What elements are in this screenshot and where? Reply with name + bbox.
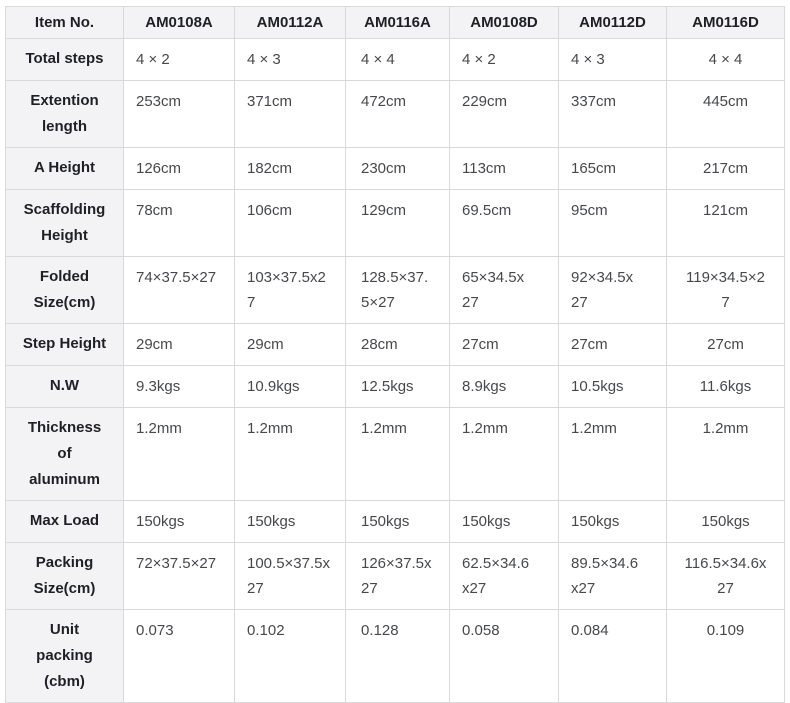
value-cell: 150kgs [559,501,667,543]
value-cell: 4 × 3 [559,39,667,81]
col-header-am0112a: AM0112A [235,7,346,39]
value-cell: 106cm [235,190,346,257]
value-cell: 4 × 4 [346,39,450,81]
value-cell: 165cm [559,148,667,190]
col-header-item-no: Item No. [6,7,124,39]
row-thickness [6,408,785,501]
value-cell: 29cm [124,324,235,366]
value-cell: 1.2mm [450,408,559,501]
value-cell: 8.9kgs [450,366,559,408]
row-label: N.W [6,366,124,408]
value-cell: 0.128 [346,610,450,703]
value-cell: 229cm [450,81,559,148]
value-cell: 0.073 [124,610,235,703]
value-cell: 4 × 4 [667,39,785,81]
value-cell: 121cm [667,190,785,257]
value-cell: 72×37.5×27 [124,543,235,610]
value-cell: 89.5×34.6x27 [559,543,667,610]
value-cell: 217cm [667,148,785,190]
row-label: Folded Size(cm) [6,257,124,324]
value-cell: 129cm [346,190,450,257]
row-max-load [6,501,785,543]
value-cell: 126×37.5x27 [346,543,450,610]
value-cell: 116.5×34.6x27 [667,543,785,610]
value-cell: 113cm [450,148,559,190]
value-cell: 95cm [559,190,667,257]
value-cell: 74×37.5×27 [124,257,235,324]
value-cell: 128.5×37.5×27 [346,257,450,324]
col-header-am0116d: AM0116D [667,7,785,39]
value-cell: 27cm [667,324,785,366]
row-label: Total steps [6,39,124,81]
value-cell: 4 × 3 [235,39,346,81]
value-cell: 12.5kgs [346,366,450,408]
value-cell: 27cm [450,324,559,366]
value-cell: 0.084 [559,610,667,703]
value-cell: 150kgs [667,501,785,543]
row-total-steps [6,39,785,81]
value-cell: 182cm [235,148,346,190]
row-label: Packing Size(cm) [6,543,124,610]
value-cell: 126cm [124,148,235,190]
value-cell: 150kgs [450,501,559,543]
value-cell: 100.5×37.5x27 [235,543,346,610]
row-extention-length [6,81,785,148]
value-cell: 119×34.5×27 [667,257,785,324]
row-packing-size [6,543,785,610]
row-unit-packing [6,610,785,703]
value-cell: 150kgs [346,501,450,543]
value-cell: 0.102 [235,610,346,703]
value-cell: 62.5×34.6x27 [450,543,559,610]
value-cell: 78cm [124,190,235,257]
value-cell: 10.5kgs [559,366,667,408]
value-cell: 9.3kgs [124,366,235,408]
value-cell: 230cm [346,148,450,190]
row-label: Step Height [6,324,124,366]
value-cell: 371cm [235,81,346,148]
value-cell: 1.2mm [559,408,667,501]
value-cell: 28cm [346,324,450,366]
value-cell: 253cm [124,81,235,148]
col-header-am0116a: AM0116A [346,7,450,39]
value-cell: 92×34.5x27 [559,257,667,324]
value-cell: 1.2mm [667,408,785,501]
row-scaffolding-height [6,190,785,257]
row-label: Max Load [6,501,124,543]
value-cell: 4 × 2 [450,39,559,81]
row-label: Thickness of aluminum [6,408,124,501]
value-cell: 10.9kgs [235,366,346,408]
row-a-height [6,148,785,190]
product-spec-table [5,6,785,703]
value-cell: 445cm [667,81,785,148]
value-cell: 4 × 2 [124,39,235,81]
row-step-height [6,324,785,366]
col-header-am0108a: AM0108A [124,7,235,39]
value-cell: 65×34.5x27 [450,257,559,324]
row-folded-size [6,257,785,324]
value-cell: 150kgs [124,501,235,543]
value-cell: 11.6kgs [667,366,785,408]
value-cell: 0.058 [450,610,559,703]
value-cell: 1.2mm [235,408,346,501]
value-cell: 69.5cm [450,190,559,257]
row-label: A Height [6,148,124,190]
row-net-weight [6,366,785,408]
value-cell: 472cm [346,81,450,148]
col-header-am0108d: AM0108D [450,7,559,39]
col-header-am0112d: AM0112D [559,7,667,39]
value-cell: 337cm [559,81,667,148]
row-label: Unit packing (cbm) [6,610,124,703]
value-cell: 1.2mm [124,408,235,501]
value-cell: 103×37.5x27 [235,257,346,324]
value-cell: 27cm [559,324,667,366]
value-cell: 150kgs [235,501,346,543]
value-cell: 0.109 [667,610,785,703]
header-row [6,7,785,39]
row-label: Scaffolding Height [6,190,124,257]
value-cell: 1.2mm [346,408,450,501]
row-label: Extention length [6,81,124,148]
value-cell: 29cm [235,324,346,366]
